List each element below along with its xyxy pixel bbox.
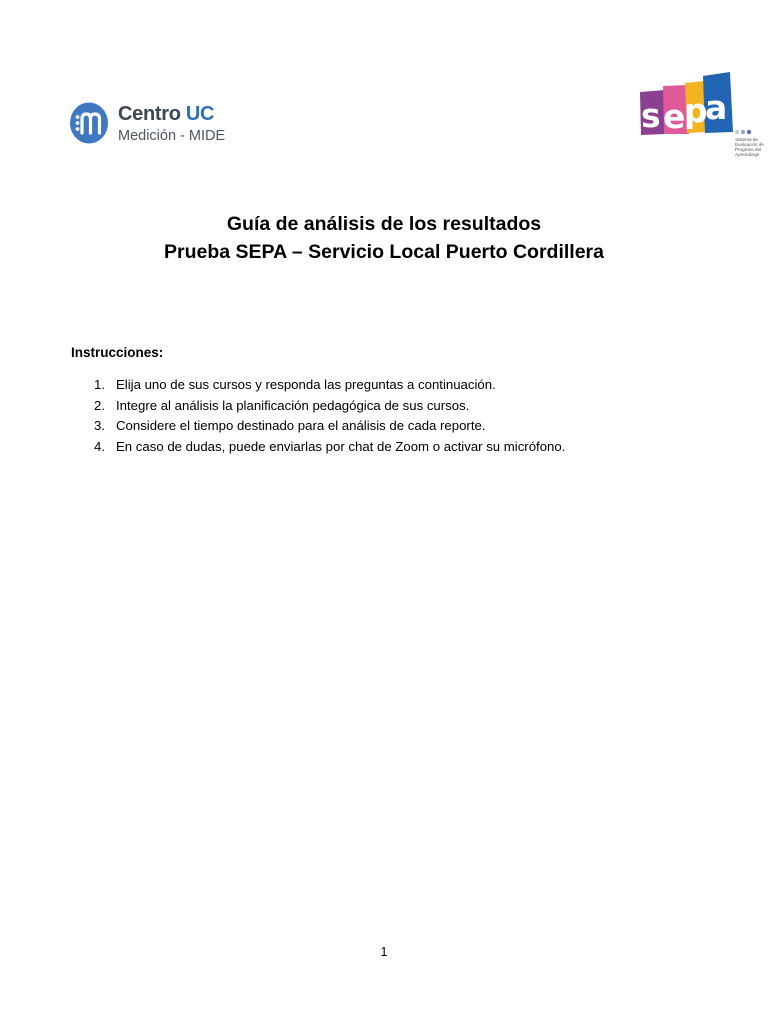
page-number: 1 [380,945,388,959]
sepa-wordmark-graphic [637,72,735,138]
instruction-number: 4. [94,438,105,454]
instruction-number: 1. [94,377,105,392]
instruction-number: 3. [94,418,105,433]
instruction-item [71,417,691,438]
title-line-2: Prueba SEPA – Servicio Local Puerto Cordillera [164,241,604,263]
instruction-number: 2. [94,397,105,413]
instruction-text: Elija uno de sus cursos y responda las preguntas a continuación. [116,377,496,392]
svg-text:s: s [641,96,661,135]
instructions-list [71,376,691,458]
instruction-item [71,397,691,418]
sepa-tagline: Sistema de Evaluación de Progreso del Aprendizaje [735,137,764,158]
medicion-mide-subtitle: Medición - MIDE [118,128,226,144]
sepa-logo [637,72,768,168]
instruction-item [71,376,691,397]
centro-uc-logo [70,101,270,147]
instructions-heading: Instrucciones: [71,345,164,360]
svg-text:a: a [705,88,728,127]
title-line-1: Guía de análisis de los resultados [226,213,542,235]
centro-uc-name: Centro UC [118,103,215,125]
instruction-text: En caso de dudas, puede enviarlas por chat de Zoom o activar su micrófono. [116,438,566,454]
svg-text:e: e [663,97,686,136]
document-title [0,210,768,266]
sepa-dots-icon [734,128,758,136]
svg-text:p: p [684,91,708,130]
mide-m-icon [70,102,108,144]
instruction-item [71,438,691,459]
instruction-text: Integre al análisis la planificación pedagógica de sus cursos. [116,397,470,413]
instruction-text: Considere el tiempo destinado para el análisis de cada reporte. [116,418,486,433]
